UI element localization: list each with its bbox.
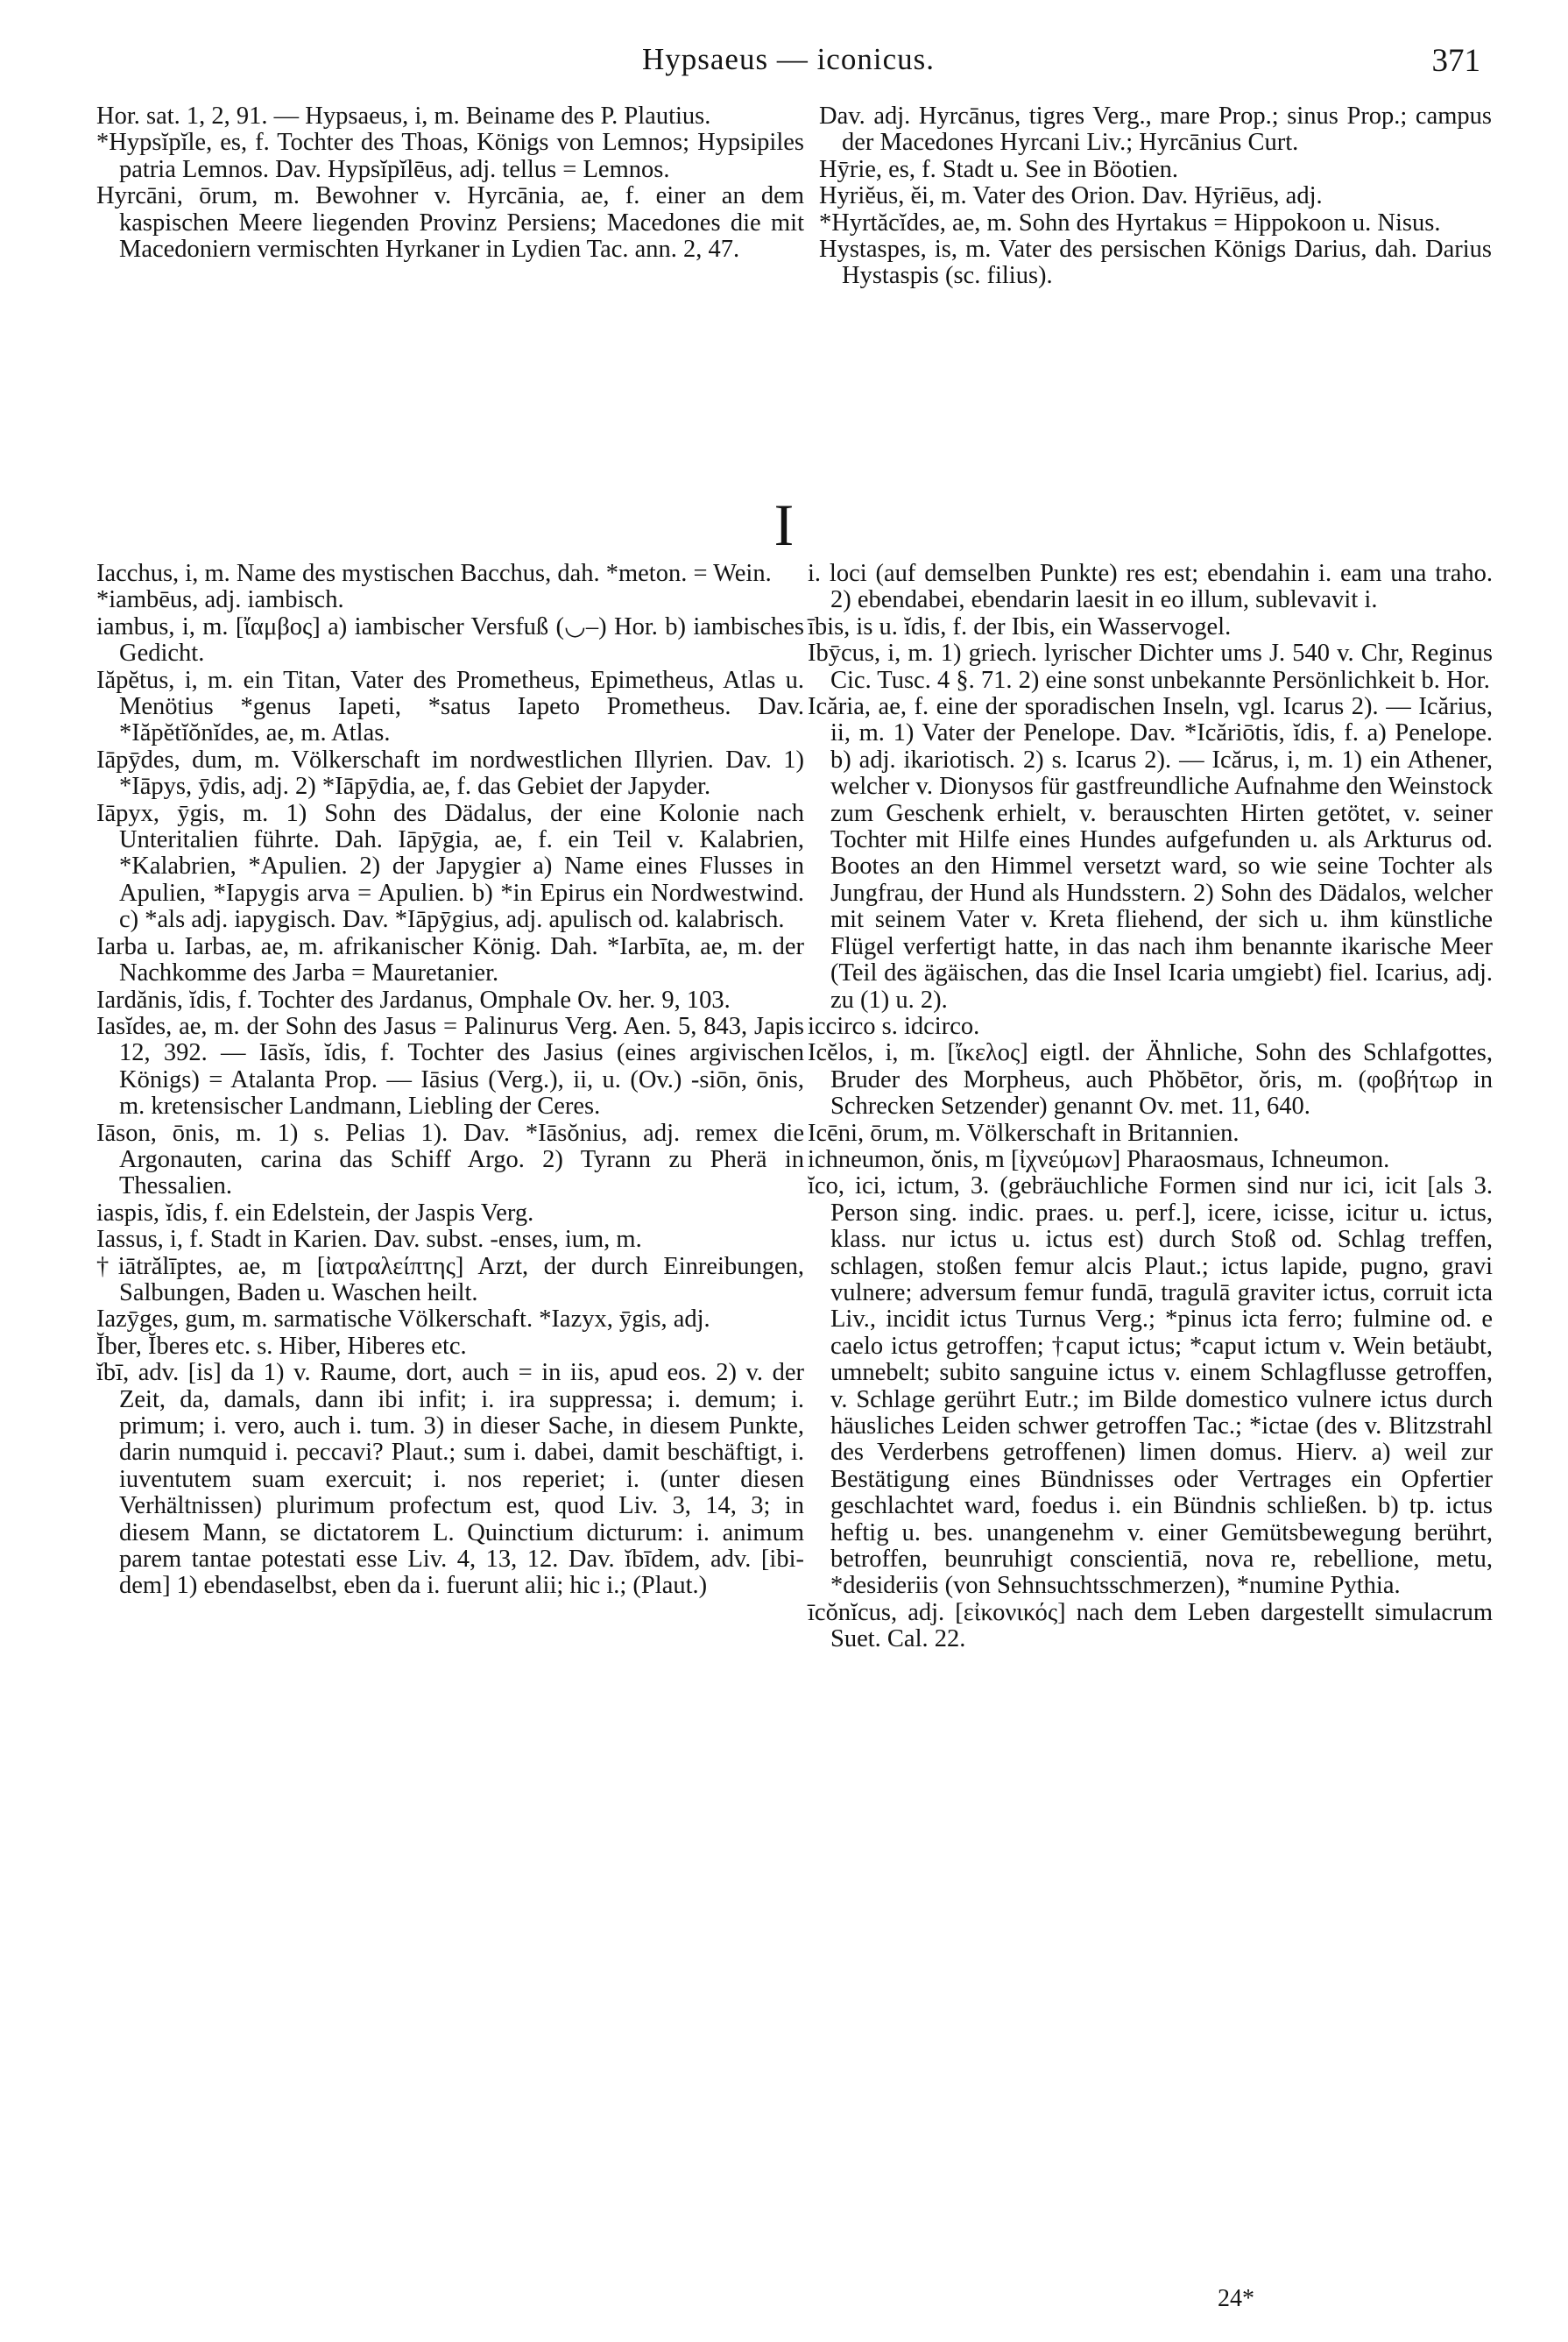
column-top-right xyxy=(819,103,1492,290)
dictionary-entry: iambus, i, m. [ἴαμβος] a) iambischer Versfuß (◡–) Hor. b) iambisches Gedicht. xyxy=(96,612,804,668)
dictionary-entry: i. loci (auf demselben Punkte) res est; ebendahin i. eam una traho. 2) ebendabei, ebendarin laesit in eo illum, sublevavit i. xyxy=(808,560,1493,614)
dictionary-entry: Iăpĕtus, i, m. ein Titan, Vater des Prometheus, Epimetheus, Atlas u. Menötius *genus Iapeti, *satus Iapeto Prometheus. Dav. *Iăpĕtĭŏnĭdes, ae, m. Atlas. xyxy=(96,666,804,747)
dictionary-entry: Hyriĕus, ĕi, m. Vater des Orion. Dav. Hȳriēus, adj. xyxy=(819,182,1323,210)
dictionary-entry: iccirco s. idcirco. xyxy=(808,1012,980,1040)
dictionary-entry: Hor. sat. 1, 2, 91. — Hypsaeus, i, m. Beiname des P. Plautius. xyxy=(96,103,711,130)
dictionary-entry: Icēni, ōrum, m. Völkerschaft in Britannien. xyxy=(808,1119,1240,1147)
running-title: Hypsaeus — iconicus. xyxy=(642,42,935,76)
dictionary-entry: Ibȳcus, i, m. 1) griech. lyrischer Dichter ums J. 540 v. Chr, Reginus Cic. Tusc. 4 §. 71. 2) eine sonst unbekannte Persönlichkeit b. Hor. xyxy=(808,640,1493,694)
dictionary-entry: *iambēus, adj. iambisch. xyxy=(96,586,344,614)
dictionary-entry: Iarba u. Iarbas, ae, m. afrikanischer König. Dah. *Iarbīta, ae, m. der Nachkomme des Jarba = Mauretanier. xyxy=(96,932,804,987)
dictionary-entry: Dav. adj. Hyrcānus, tigres Verg., mare Prop.; sinus Prop.; campus der Macedones Hyrcani Liv.; Hyrcānius Curt. xyxy=(819,103,1492,157)
dictionary-entry: Ĭber, Ĭberes etc. s. Hiber, Hiberes etc. xyxy=(96,1332,467,1360)
dictionary-entry: ichneumon, ŏnis, m [ἰχνεύμων] Pharaosmaus, Ichneumon. xyxy=(808,1145,1390,1173)
dictionary-entry: Icĕlos, i, m. [ἴκελος] eigtl. der Ähnliche, Sohn des Schlafgottes, Bruder des Morpheus, auch Phŏbētor, ŏris, m. (φοβήτωρ in Schrecken Setzender) genannt Ov. met. 11, 640. xyxy=(808,1039,1493,1121)
dictionary-entry: Iacchus, i, m. Name des mystischen Bacchus, dah. *meton. = Wein. xyxy=(96,560,772,587)
dictionary-entry: iaspis, ĭdis, f. ein Edelstein, der Jaspis Verg. xyxy=(96,1199,534,1227)
dictionary-entry: Iāson, ōnis, m. 1) s. Pelias 1). Dav. *Iāsŏnius, adj. remex die Argonauten, carina das Schiff Argo. 2) Tyrann zu Pherä in Thessalien. xyxy=(96,1119,804,1200)
column-top-left xyxy=(96,103,804,263)
dictionary-entry: Iāpyx, ȳgis, m. 1) Sohn des Dädalus, der eine Kolonie nach Unteritalien führte. Dah. Iāpȳgia, ae, f. ein Teil v. Kalabrien, *Kalabrien, *Apulien. 2) der Japygier a) Name eines Flusses in Apulien, *Iapygis arva = Apulien. b) *in Epirus ein Nordwestwind. c) *als adj. iapygisch. Dav. *Iāpȳgius, adj. apulisch od. kalabrisch. xyxy=(96,799,804,934)
dictionary-entry: ībis, is u. ĭdis, f. der Ibis, ein Wasservogel. xyxy=(808,612,1232,640)
dictionary-entry: Hystaspes, is, m. Vater des persischen Königs Darius, dah. Darius Hystaspis (sc. filius). xyxy=(819,236,1492,290)
page-number: 371 xyxy=(1431,43,1480,79)
dictionary-entry: Iāpȳdes, dum, m. Völkerschaft im nordwestlichen Illyrien. Dav. 1) *Iāpys, ȳdis, adj. 2) *Iāpȳdia, ae, f. das Gebiet der Japyder. xyxy=(96,746,804,801)
column-bottom-left xyxy=(96,561,804,1600)
dictionary-entry: †iātrălīptes, ae, m [ἰατραλείπτης] Arzt, der durch Einreibungen, Salbungen, Baden u. Waschen heilt. xyxy=(96,1252,804,1306)
dictionary-entry: Iasĭdes, ae, m. der Sohn des Jasus = Palinurus Verg. Aen. 5, 843, Japis 12, 392. — Iāsĭs, ĭdis, f. Tochter des Jasius (eines argivischen Königs) = Atalanta Prop. — Iāsius (Verg.), ii, u. (Ov.) -siōn, ōnis, m. kretensischer Landmann, Liebling der Ceres. xyxy=(96,1012,804,1121)
dictionary-entry: ĭbī, adv. [is] da 1) v. Raume, dort, auch = in iis, apud eos. 2) v. der Zeit, da, damals, dann ibi infit; i. ira suppressa; i. demum; i. primum; i. vero, auch i. tum. 3) in dieser Sache, in diesem Punkte, darin numquid i. peccavi? Plaut.; sum i. dabei, damit beschäftigt, i. iuventutem suam exercuit; i. nos reperiet; i. (unter diesen Verhältnissen) plurimum profectum est, quod Liv. 3, 14, 3; in diesem Mann, se dictatorem L. Quinctium dicturum: i. animum parem tantae potestati esse Liv. 4, 13, 12. Dav. ĭbīdem, adv. [ibi-dem] 1) ebendaselbst, eben da i. fuerunt alii; hic i.; (Plaut.) xyxy=(96,1359,804,1600)
dictionary-entry: Hȳrie, es, f. Stadt u. See in Böotien. xyxy=(819,155,1179,183)
dictionary-entry: Iassus, i, f. Stadt in Karien. Dav. subst. -enses, ium, m. xyxy=(96,1226,642,1254)
dictionary-entry: ĭco, ici, ictum, 3. (gebräuchliche Formen sind nur ici, icit [als 3. Person sing. indic. praes. u. perf.], icere, icisse, icitur u. ictus, klass. nur ictus u. ictus est) durch Stoß od. Schlag treffen, schlagen, stoßen femur alcis Plaut.; ictus lapide, pugno, gravi vulnere; adversum femur fundā, tragulā graviter ictus, corruit icta Liv., incidit ictus Turnus Verg.; *pinus icta ferro; fulmine od. e caelo ictus getroffen; †caput ictus; *caput ictum v. Wein betäubt, umnebelt; subito sanguine ictus v. einem Schlagflusse getroffen, v. Schlage gerührt Eutr.; im Bilde domestico vulnere ictus durch häusliches Leiden schwer getroffen Tac.; *ictae (des v. Blitzstrahl des Verderbens getroffenen) limen domus. Hierv. a) weil zur Bestätigung eines Bündnisses oder Vertrages ein Opfertier geschlachtet ward, foedus i. ein Bündnis schließen. b) tp. ictus heftig u. bes. unangenehm v. einer Gemütsbewegung berührt, betroffen, beunruhigt conscientiā, nova re, rebellione, metu, *desideriis (von Sehnsuchtsschmerzen), *numine Pythia. xyxy=(808,1172,1493,1600)
dictionary-entry: Iazȳges, gum, m. sarmatische Völkerschaft. *Iazyx, ȳgis, adj. xyxy=(96,1305,710,1334)
dictionary-entry: Icăria, ae, f. eine der sporadischen Inseln, vgl. Icarus 2). — Icărius, ii, m. 1) Vater der Penelope. Dav. *Icăriōtis, ĭdis, f. a) Penelope. b) adj. ikariotisch. 2) s. Icarus 2). — Icărus, i, m. 1) ein Athener, welcher v. Dionysos für gastfreundliche Aufnahme den Weinstock zum Geschenk erhielt, v. berauschten Hirten getötet, v. seiner Tochter mit Hilfe eines Hundes aufgefunden u. als Arkturus od. Bootes an den Himmel versetzt ward, so wie seine Tochter als Jungfrau, der Hund als Hundsstern. 2) Sohn des Dädalos, welcher mit seinem Vater v. Kreta fliehend, der sich u. ihm künstliche Flügel verfertigt hatte, in das nach ihm benannte ikarische Meer (Teil des ägäischen, das die Insel Icaria umgiebt) fiel. Icarius, adj. zu (1) u. 2). xyxy=(808,693,1493,1014)
dictionary-entry: *Hypsĭpĭle, es, f. Tochter des Thoas, Königs von Lemnos; Hypsipiles patria Lemnos. Dav. Hypsĭpĭlēus, adj. tellus = Lemnos. xyxy=(96,129,804,183)
dictionary-entry: Iardănis, ĭdis, f. Tochter des Jardanus, Omphale Ov. her. 9, 103. xyxy=(96,986,731,1014)
page-header xyxy=(96,42,1480,86)
column-bottom-right xyxy=(808,561,1493,1653)
dictionary-entry: Hyrcāni, ōrum, m. Bewohner v. Hyrcānia, ae, f. einer an dem kaspischen Meere liegenden Provinz Persiens; Macedones die mit Macedoniern vermischten Hyrkaner in Lydien Tac. ann. 2, 47. xyxy=(96,182,804,264)
section-letter: I xyxy=(773,492,795,558)
signature-mark: 24* xyxy=(1218,2285,1254,2312)
dictionary-entry: īcŏnĭcus, adj. [εἰκονικός] nach dem Leben dargestellt simulacrum Suet. Cal. 22. xyxy=(808,1598,1493,1653)
dictionary-entry: *Hyrtăcĭdes, ae, m. Sohn des Hyrtakus = Hippokoon u. Nisus. xyxy=(819,209,1441,237)
